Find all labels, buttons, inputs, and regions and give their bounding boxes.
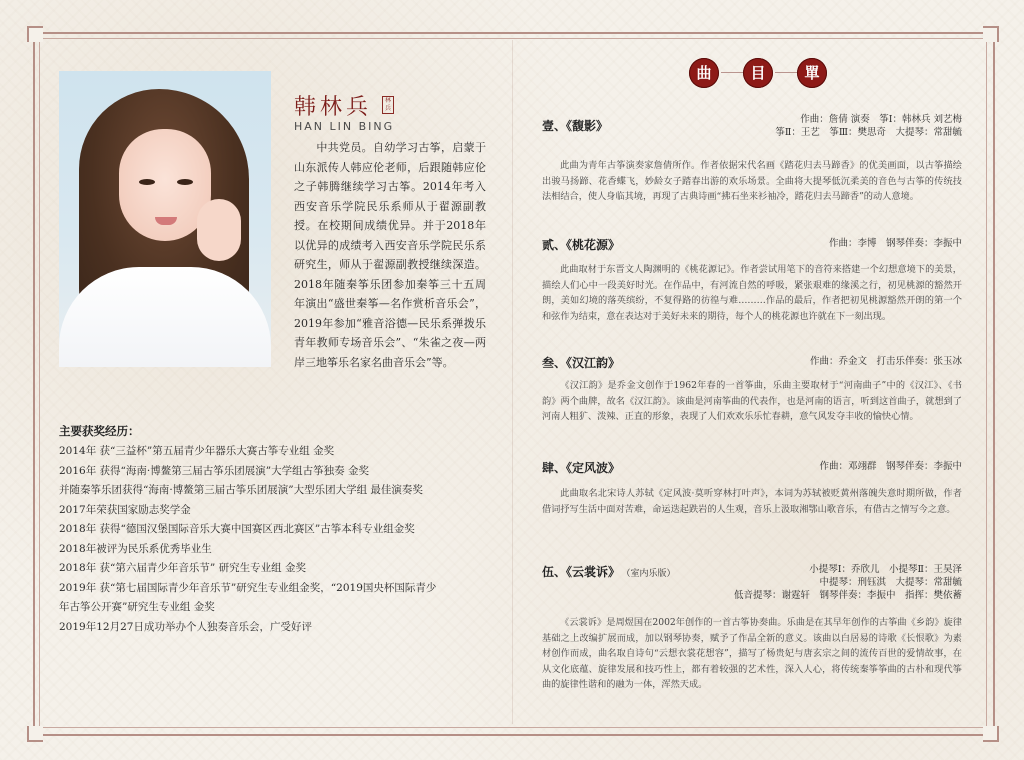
credit-line: 作曲：乔金文 打击乐伴奏：张玉冰	[809, 356, 962, 367]
biography-text: 中共党员。自幼学习古筝，启蒙于山东派传人韩应伦老师，后跟随韩应伦之子韩腾继续学习古筝。2014年考入西安音乐学院民乐系师从于翟源副教授。在校期间成绩优异。并于2018年以优异的成绩考入西安音乐学院民乐系研究生，师从于翟源副教授继续深造。2018年随秦筝乐团参加秦筝三十五周年演出“盛世秦筝—名作赏析音乐会”，2019年参加“雅音浴德—民乐系弹拨乐青年教师专场音乐会”、“朱雀之夜—两岸三地筝乐名家名曲音乐会”等。	[294, 141, 486, 369]
piece-title: 壹、《馥影》	[542, 119, 609, 133]
piece-credits	[829, 237, 962, 250]
name-seal-icon: 林兵	[382, 96, 394, 114]
credit-line: 筝Ⅱ：王艺 筝Ⅲ：樊思奇 大提琴：常甜毓	[775, 127, 962, 138]
corner-ornament	[27, 26, 43, 42]
seal-divider	[775, 72, 797, 73]
program-seal-qu: 曲	[689, 58, 719, 88]
piece-credits	[734, 563, 962, 602]
piece-title: 叁、《汉江韵》	[542, 356, 621, 370]
award-item: 2018年被评为民乐系优秀毕业生	[59, 542, 212, 555]
credit-line: 小提琴Ⅰ：乔欣儿 小提琴Ⅱ：王昊泽	[809, 564, 962, 575]
award-item: 2018年 获得“德国汉堡国际音乐大赛中国赛区西北赛区”古筝本科专业组金奖	[59, 523, 415, 535]
performer-portrait	[59, 71, 271, 367]
corner-ornament	[983, 726, 999, 742]
piece-title: 肆、《定风波》	[542, 461, 621, 475]
piece-description	[542, 158, 962, 205]
credit-line: 作曲：詹倩 演奏 筝Ⅰ：韩林兵 刘艺梅	[800, 114, 962, 125]
piece-credits	[775, 113, 962, 139]
page-fold	[512, 40, 513, 724]
award-item: 并随秦筝乐团获得“海南·博鳌第三届古筝乐团展演”大型乐团大学组 最佳演奏奖	[59, 484, 423, 496]
program-seal-dan: 單	[797, 58, 827, 88]
corner-ornament	[27, 726, 43, 742]
piece-description	[542, 378, 962, 425]
award-item: 2014年 获“三益杯”第五届青少年器乐大赛古筝专业组 金奖	[59, 445, 335, 457]
award-item: 2019年12月27日成功举办个人独奏音乐会，广受好评	[59, 620, 312, 633]
seal-divider	[721, 72, 743, 73]
award-item: 2019年 获“第七届国际青少年音乐节”研究生专业组金奖，“2019国央杯国际青少	[59, 581, 437, 594]
award-item: 年古筝公开赛”研究生专业组 金奖	[59, 601, 215, 613]
description-text: 此曲取材于东晋文人陶渊明的《桃花源记》。作者尝试用笔下的音符来搭建一个幻想意境下的美景，描绘人们心中一段美好时光。在作品中，有河流自然的呼吸，紧张艰难的缘溪之行，初见桃源的豁然开朗，美如幻境的落英缤纷，不复得路的彷徨与难………作品的最后，作者把初见桃源豁然开朗的第一个和弦作为结束，意在表达对于美好未来的期待，每个人的桃花源也许就在下一刻出现。	[542, 264, 962, 322]
piece-description	[542, 615, 962, 693]
performer-biography	[294, 138, 486, 372]
piece-description	[542, 486, 962, 517]
piece-description	[542, 262, 962, 324]
award-item: 2018年 获“第六届青少年音乐节” 研究生专业组 金奖	[59, 562, 306, 574]
description-text: 此曲为青年古筝演奏家詹倩所作。作者依据宋代名画《踏花归去马蹄香》的优美画面，以古筝描绘出骏马扬蹄、花香蝶飞，妙龄女子踏春出游的欢乐场景。全曲将大提琴低沉柔美的音色与古筝的传统技法相结合，使人身临其境，再现了古典诗画“拂石坐来衫袖冷，踏花归去马蹄香”的动人意境。	[542, 160, 962, 202]
credit-line: 低音提琴：谢霆轩 钢琴伴奏：李振中 指挥：樊依蓄	[733, 590, 962, 601]
award-item: 2016年 获得“海南·博鳌第三届古筝乐团展演”大学组古筝独奏 金奖	[59, 464, 369, 477]
credit-line: 作曲：邓翊群 钢琴伴奏：李振中	[819, 461, 962, 472]
piece-credits	[819, 460, 962, 473]
credit-line: 中提琴：刑钰淇 大提琴：常甜毓	[819, 577, 962, 588]
performer-name-english: HAN LIN BING	[294, 120, 395, 133]
corner-ornament	[983, 26, 999, 42]
piece-subtitle: （室内乐版）	[626, 569, 676, 579]
piece-title	[542, 563, 676, 580]
awards-heading: 主要获奖经历：	[59, 424, 140, 438]
program-seal-mu: 目	[743, 58, 773, 88]
credit-line: 作曲：李博 钢琴伴奏：李振中	[828, 238, 962, 249]
performer-name: 韩林兵	[294, 95, 373, 120]
description-text: 《云裳诉》是周煜国在2002年创作的一首古筝协奏曲。乐曲是在其早年创作的古筝曲《乡韵》旋律基础之上改编扩展而成，加以钢琴协奏，赋予了作品全新的意义。该曲以白居易的诗歌《长恨歌》为素材创作而成，曲名取自诗句“云想衣裳花想容”，描写了杨贵妃与唐玄宗之间的流传百世的爱情故事，在从文化底蕴、旋律发展和技巧性上，都有着较强的艺术性，深入人心，将传统秦筝筝曲的古朴和现代筝曲的旋律性谐和的融为一体，浑然天成。	[542, 617, 962, 690]
piece-credits	[810, 355, 962, 368]
award-item: 2017年荣获国家励志奖学金	[59, 503, 191, 516]
piece-title: 贰、《桃花源》	[542, 238, 621, 252]
description-text: 此曲取名北宋诗人苏轼《定风波·莫听穿林打叶声》，本词为苏轼被贬黄州落魄失意时期所做，作者借词抒写生活中面对苦难，命运迭起跌岩的人生观，音乐上汲取湘鄂山歌音乐，有借古之情写今之意。	[542, 488, 962, 515]
awards-list	[59, 442, 479, 637]
description-text: 《汉江韵》是乔金文创作于1962年春的一首筝曲，乐曲主要取材于“河南曲子”中的《汉江》、《书韵》两个曲牌，故名《汉江韵》。该曲是河南筝曲的代表作，也是河南的语言，听到这首曲子，就想到了河南人粗犷、泼辣、正直的形象，表现了人们欢欢乐乐忙春耕，意气风发夺丰收的愉快心情。	[542, 380, 962, 422]
piece-title-text: 伍、《云裳诉》	[542, 565, 621, 579]
